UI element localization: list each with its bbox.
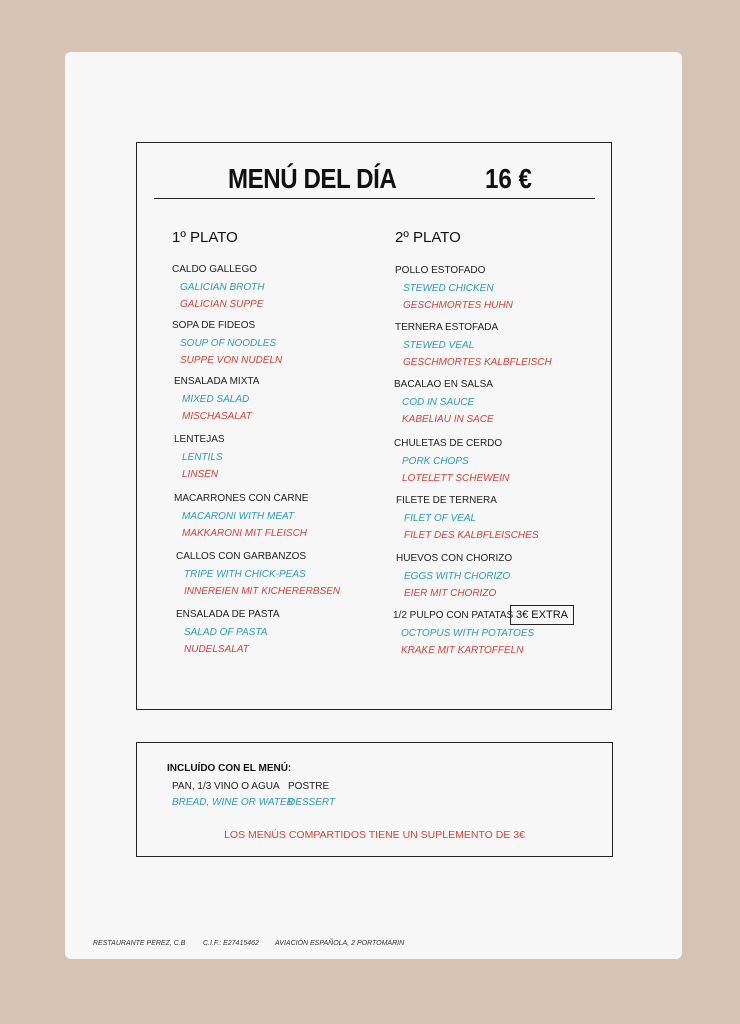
- dish-name-en: STEWED VEAL: [403, 340, 475, 351]
- included-box: [136, 742, 613, 857]
- second-course-dish-2: [395, 322, 552, 369]
- dish-name-de: MISCHASALAT: [182, 411, 252, 422]
- title-divider: [154, 198, 595, 199]
- footer-restaurant-name: RESTAURANTE PEREZ, C.B: [93, 940, 186, 947]
- dish-name-de: LOTELETT SCHEWEIN: [402, 473, 510, 484]
- dish-name-en: MIXED SALAD: [182, 394, 250, 405]
- dish-name-de: INNEREIEN MIT KICHERERBSEN: [184, 586, 341, 597]
- dish-name-es: CHULETAS DE CERDO: [394, 438, 503, 449]
- first-course-dish-1: [172, 264, 264, 311]
- dish-name-en: STEWED CHICKEN: [403, 283, 494, 294]
- shared-menu-note: LOS MENÚS COMPARTIDOS TIENE UN SUPLEMENTO DE 3€: [224, 829, 525, 841]
- included-dessert-en: DESSERT: [288, 797, 336, 808]
- dish-name-en: LENTILS: [182, 452, 223, 463]
- dish-name-de: SUPPE VON NUDELN: [180, 355, 283, 366]
- dish-name-es: CALDO GALLEGO: [172, 264, 258, 275]
- dish-name-de: KABELIAU IN SACE: [402, 414, 494, 425]
- first-course-dish-2: [172, 320, 282, 367]
- dish-name-de: GESCHMORTES KALBFLEISCH: [403, 357, 552, 368]
- first-course-dish-6: [176, 551, 340, 598]
- included-title: INCLUÍDO CON EL MENÚ:: [167, 763, 292, 774]
- first-course-dish-5: [174, 493, 308, 540]
- dish-name-en: SOUP OF NOODLES: [180, 338, 277, 349]
- included-bread-wine-es: PAN, 1/3 VINO O AGUA: [172, 781, 280, 792]
- dish-name-es: HUEVOS CON CHORIZO: [396, 553, 513, 564]
- included-bread-wine-en: BREAD, WINE OR WATER: [172, 797, 294, 808]
- dish-name-es: POLLO ESTOFADO: [395, 265, 486, 276]
- dish-name-es: CALLOS CON GARBANZOS: [176, 551, 307, 562]
- first-course-dish-3: [174, 376, 259, 423]
- second-course-dish-5: [396, 495, 539, 542]
- dish-name-de: GALICIAN SUPPE: [180, 299, 264, 310]
- dish-name-en: OCTOPUS WITH POTATOES: [401, 628, 535, 639]
- footer-address: AVIACIÓN ESPAÑOLA, 2 PORTOMARIN: [275, 940, 405, 947]
- dish-name-de: LINSEN: [182, 469, 219, 480]
- menu-title: MENÚ DEL DÍA: [228, 163, 397, 194]
- dish-name-en: SALAD OF PASTA: [184, 627, 268, 638]
- dish-name-en: MACARONI WITH MEAT: [182, 511, 295, 522]
- extra-charge-badge: 3€ EXTRA: [510, 605, 574, 625]
- dish-name-en: EGGS WITH CHORIZO: [404, 571, 511, 582]
- dish-name-es: ENSALADA MIXTA: [174, 376, 260, 387]
- included-dessert-es: POSTRE: [288, 781, 330, 792]
- dish-name-es: FILETE DE TERNERA: [396, 495, 497, 506]
- second-course-dish-1: [395, 265, 513, 312]
- dish-name-es: MACARRONES CON CARNE: [174, 493, 309, 504]
- dish-name-de: NUDELSALAT: [184, 644, 249, 655]
- dish-name-de: EIER MIT CHORIZO: [404, 588, 497, 599]
- dish-name-de: FILET DES KALBFLEISCHES: [404, 530, 539, 541]
- dish-name-en: FILET OF VEAL: [404, 513, 477, 524]
- dish-name-es: TERNERA ESTOFADA: [395, 322, 499, 333]
- first-course-dish-7: [176, 609, 280, 656]
- dish-name-es: 1/2 PULPO CON PATATAS: [393, 610, 514, 621]
- second-course-dish-6: [396, 553, 512, 600]
- dish-name-en: COD IN SAUCE: [402, 397, 475, 408]
- dish-name-es: ENSALADA DE PASTA: [176, 609, 280, 620]
- menu-price: 16 €: [485, 163, 532, 194]
- dish-name-en: PORK CHOPS: [402, 456, 469, 467]
- second-course-dish-4: [394, 438, 509, 485]
- footer-cif: C.I.F.: E27415462: [203, 940, 259, 947]
- dish-name-de: KRAKE MIT KARTOFFELN: [401, 645, 524, 656]
- first-course-dish-4: [174, 434, 225, 481]
- dish-name-en: TRIPE WITH CHICK-PEAS: [184, 569, 306, 580]
- dish-name-es: LENTEJAS: [174, 434, 225, 445]
- dish-name-de: MAKKARONI MIT FLEISCH: [182, 528, 308, 539]
- dish-name-es: SOPA DE FIDEOS: [172, 320, 256, 331]
- second-course-dish-3: [394, 379, 494, 426]
- dish-name-es: BACALAO EN SALSA: [394, 379, 493, 390]
- second-course-heading: 2º PLATO: [395, 229, 461, 246]
- dish-name-en: GALICIAN BROTH: [180, 282, 265, 293]
- first-course-heading: 1º PLATO: [172, 229, 238, 246]
- menu-box: [136, 142, 612, 710]
- dish-name-de: GESCHMORTES HUHN: [403, 300, 513, 311]
